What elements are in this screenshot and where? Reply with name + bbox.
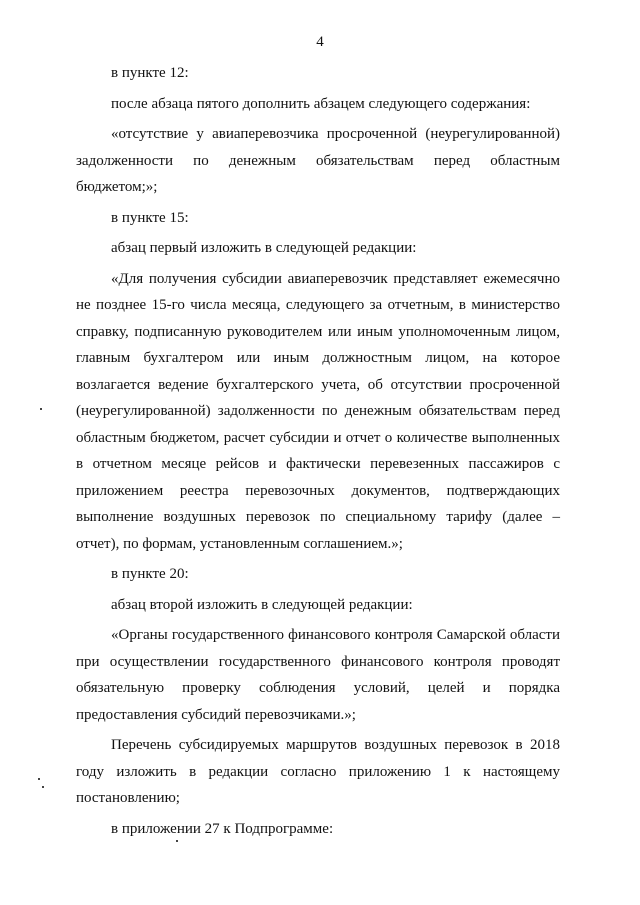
page-number: 4 bbox=[316, 34, 324, 50]
paragraph-5: абзац первый изложить в следующей редакции: bbox=[111, 240, 417, 256]
paragraph-9: «Органы государственного финансового контроля Самарской области при осуществлении государственного финансового контроля проводят обязательную проверку соблюдения условий, целей и порядка предоставления субсидий перевозчиками.»; bbox=[76, 627, 560, 723]
paragraph-2: после абзаца пятого дополнить абзацем следующего содержания: bbox=[111, 95, 531, 112]
scan-speck bbox=[40, 408, 42, 410]
paragraph-4: в пункте 15: bbox=[111, 209, 189, 226]
paragraph-6: «Для получения субсидии авиаперевозчик представляет ежемесячно не позднее 15-го числа месяца, следующего за отчетным, в министерство справку, подписанную руководителем или иным уполномоченным лицом, главным бухгалтером или иным должностным лицом, на которое возлагается ведение бухгалтерского учета, об отсутствии просроченной (неурегулированной) задолженности по денежным обязательствам перед областным бюджетом, расчет субсидии и отчет о количестве выполненных в отчетном месяце рейсов и фактически перевезенных пассажиров с приложением реестра перевозочных документов, подтверждающих выполнение воздушных перевозок по специальному тарифу (далее – отчет), по формам, установленным соглашением.»; bbox=[76, 270, 560, 552]
scan-speck bbox=[38, 778, 40, 780]
paragraph-11: в приложении 27 к Подпрограмме: bbox=[111, 820, 334, 837]
scan-speck bbox=[42, 786, 44, 788]
paragraph-1: в пункте 12: bbox=[111, 65, 189, 81]
paragraph-10: Перечень субсидируемых маршрутов воздушных перевозок в 2018 году изложить в редакции согласно приложению 1 к настоящему постановлению; bbox=[76, 737, 560, 806]
document-body bbox=[76, 60, 560, 842]
paragraph-8: абзац второй изложить в следующей редакции: bbox=[111, 596, 413, 613]
scan-speck bbox=[176, 840, 178, 842]
paragraph-7: в пункте 20: bbox=[111, 566, 189, 582]
paragraph-3: «отсутствие у авиаперевозчика просроченной (неурегулированной) задолженности по денежным обязательствам перед областным бюджетом;»; bbox=[76, 126, 560, 195]
